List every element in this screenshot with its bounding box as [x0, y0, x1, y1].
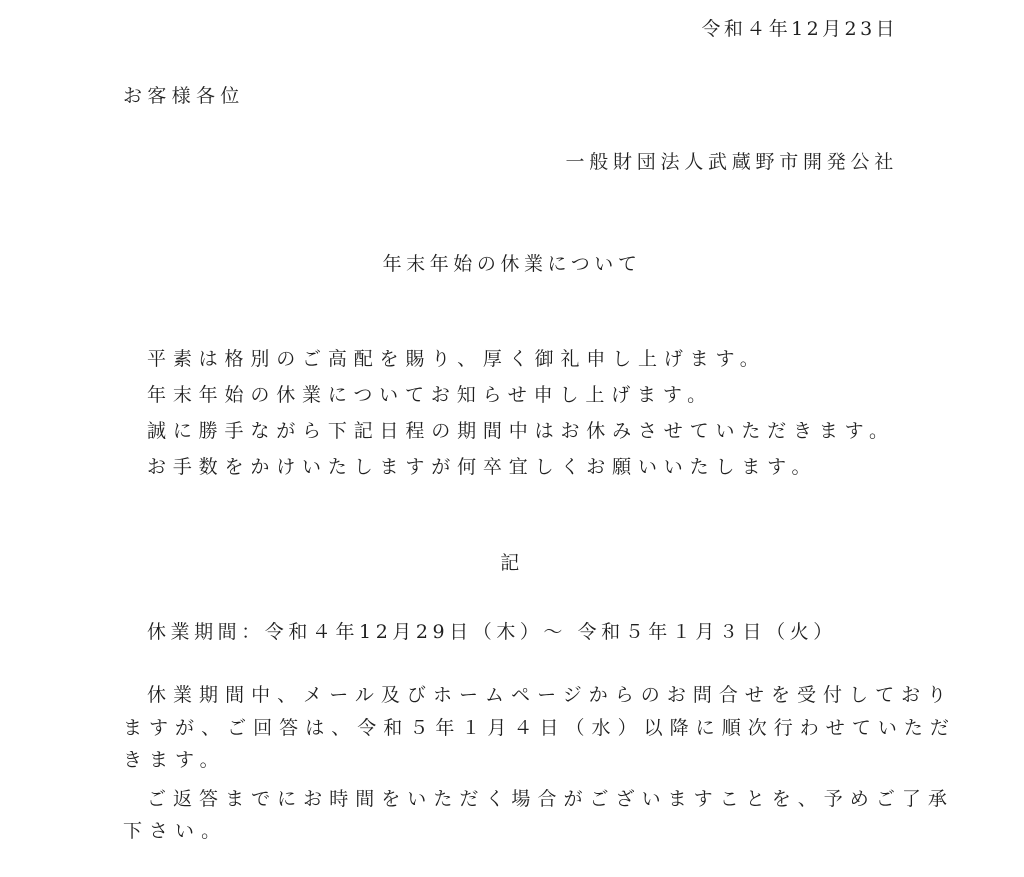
- document-title: 年末年始の休業について: [382, 253, 642, 275]
- body-line-1: 平素は格別のご高配を賜り、厚く御礼申し上げます。: [147, 348, 766, 370]
- notes-line-1: 休業期間中、メール及びホームページからのお問合せを受付しており: [147, 684, 954, 706]
- document-date: 令和４年12月23日: [701, 18, 898, 40]
- body-line-3: 誠に勝手ながら下記日程の期間中はお休みさせていただきます。: [147, 420, 895, 442]
- notes-line-4: ご返答までにお時間をいただく場合がございますことを、予めご了承: [147, 788, 954, 810]
- notes-line-2: ますが、ご回答は、令和５年１月４日（水）以降に順次行わせていただ: [123, 717, 956, 739]
- closure-period: 休業期間：令和４年12月29日（木）～ 令和５年１月３日（火）: [147, 621, 837, 643]
- record-marker: 記: [500, 552, 524, 574]
- notes-line-3: きます。: [123, 749, 226, 771]
- body-line-4: お手数をかけいたしますが何卒宜しくお願いいたします。: [147, 456, 818, 478]
- body-line-2: 年末年始の休業についてお知らせ申し上げます。: [147, 384, 714, 406]
- notes-line-5: 下さい。: [123, 820, 228, 842]
- sender-organization: 一般財団法人武蔵野市開発公社: [565, 151, 898, 173]
- recipient-line: お客様各位: [123, 85, 245, 107]
